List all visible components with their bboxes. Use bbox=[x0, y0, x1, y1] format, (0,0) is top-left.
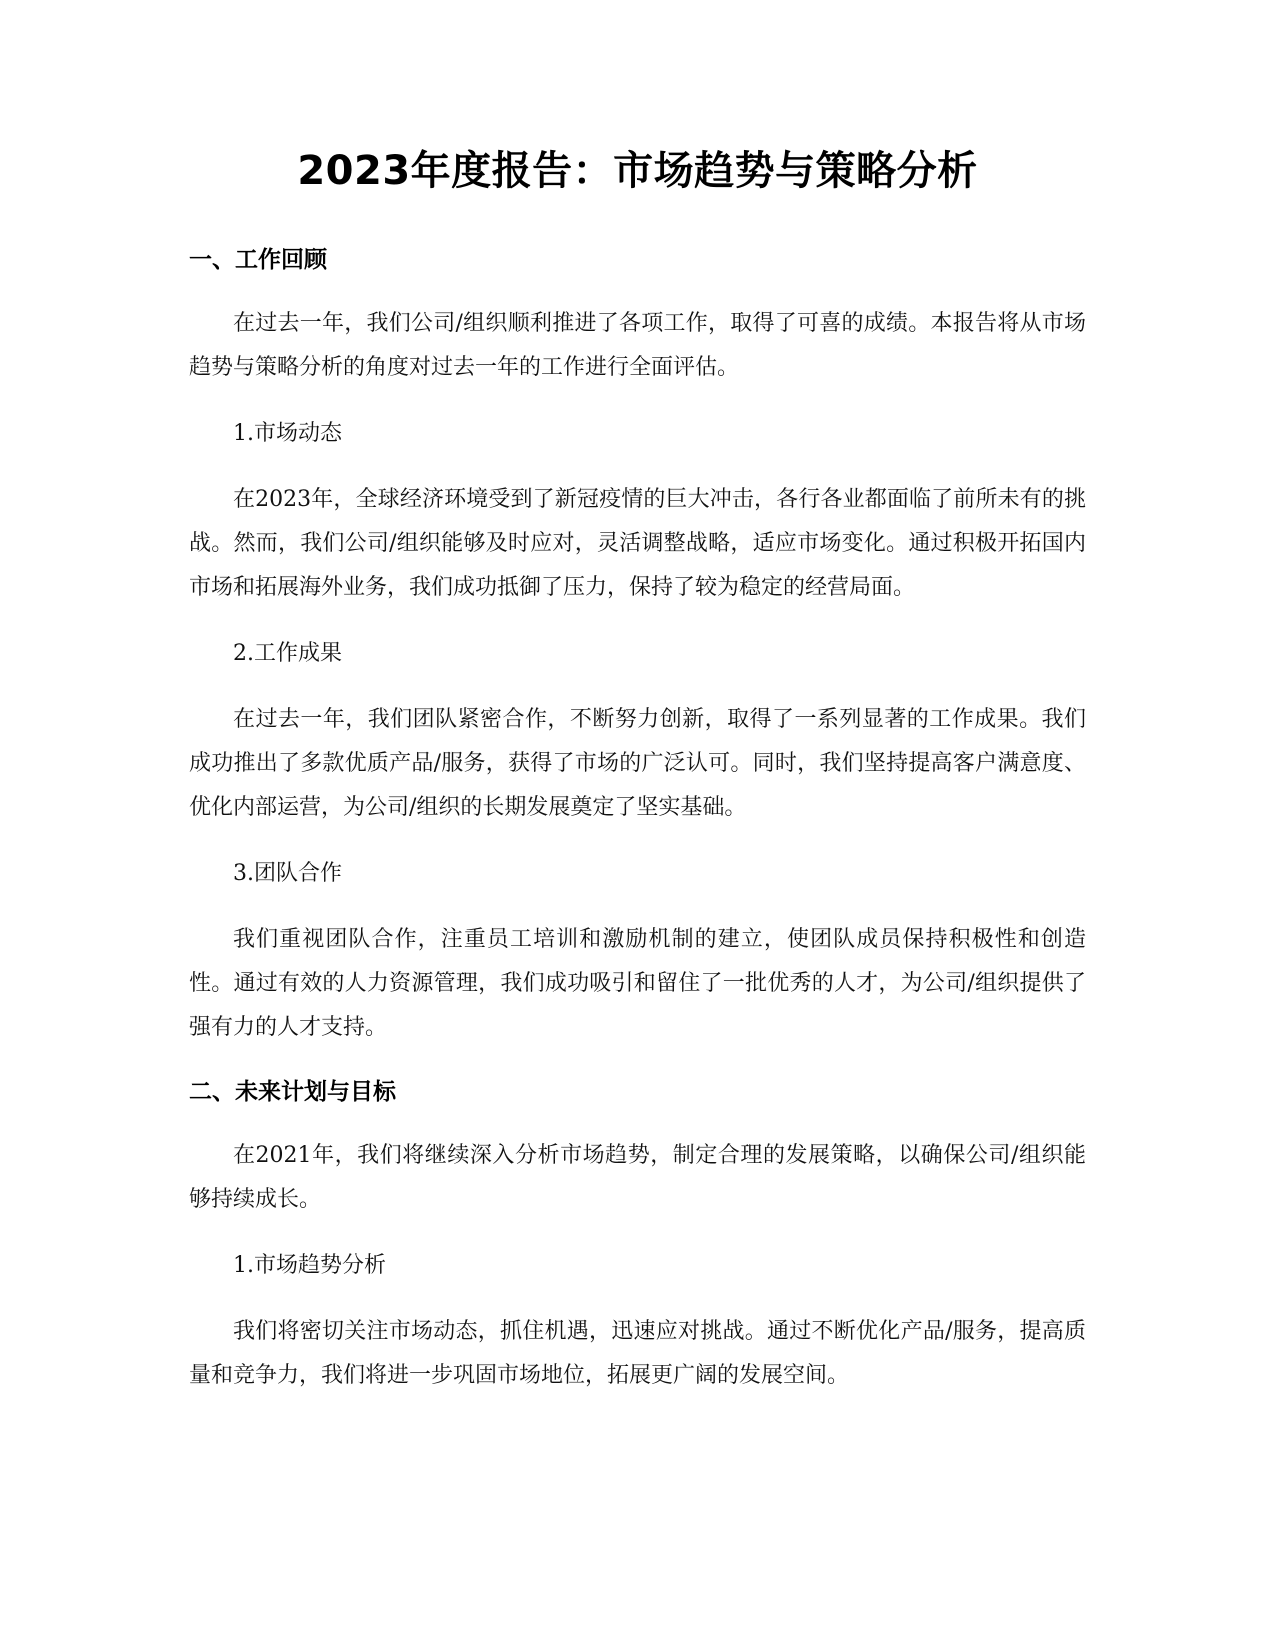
subheading-teamwork: 3.团队合作 bbox=[233, 861, 342, 886]
section-heading-work-review: 一、工作回顾 bbox=[189, 247, 327, 273]
section-heading-future-plans: 二、未来计划与目标 bbox=[189, 1079, 396, 1105]
paragraph-work-results: 在过去一年，我们团队紧密合作，不断努力创新，取得了一系列显著的工作成果。我们成功推出了多款优质产品/服务，获得了市场的广泛认可。同时，我们坚持提高客户满意度、优化内部运营，为公司/组织的长期发展奠定了坚实基础。 bbox=[189, 707, 1086, 820]
paragraph-market-trend-analysis: 我们将密切关注市场动态，抓住机遇，迅速应对挑战。通过不断优化产品/服务，提高质量和竞争力，我们将进一步巩固市场地位，拓展更广阔的发展空间。 bbox=[189, 1319, 1086, 1388]
paragraph-intro: 在过去一年，我们公司/组织顺利推进了各项工作，取得了可喜的成绩。本报告将从市场趋势与策略分析的角度对过去一年的工作进行全面评估。 bbox=[189, 311, 1086, 380]
document-title: 2023年度报告：市场趋势与策略分析 bbox=[297, 148, 978, 194]
subheading-market-dynamics: 1.市场动态 bbox=[233, 421, 342, 446]
paragraph-future-intro: 在2021年，我们将继续深入分析市场趋势，制定合理的发展策略，以确保公司/组织能够持续成长。 bbox=[189, 1143, 1086, 1212]
subheading-market-trend-analysis: 1.市场趋势分析 bbox=[233, 1253, 386, 1278]
paragraph-teamwork: 我们重视团队合作，注重员工培训和激励机制的建立，使团队成员保持积极性和创造性。通过有效的人力资源管理，我们成功吸引和留住了一批优秀的人才，为公司/组织提供了强有力的人才支持。 bbox=[189, 927, 1086, 1040]
paragraph-market-dynamics: 在2023年，全球经济环境受到了新冠疫情的巨大冲击，各行各业都面临了前所未有的挑战。然而，我们公司/组织能够及时应对，灵活调整战略，适应市场变化。通过积极开拓国内市场和拓展海外业务，我们成功抵御了压力，保持了较为稳定的经营局面。 bbox=[189, 487, 1086, 600]
document-body bbox=[189, 140, 1086, 1420]
subheading-work-results: 2.工作成果 bbox=[233, 641, 342, 666]
